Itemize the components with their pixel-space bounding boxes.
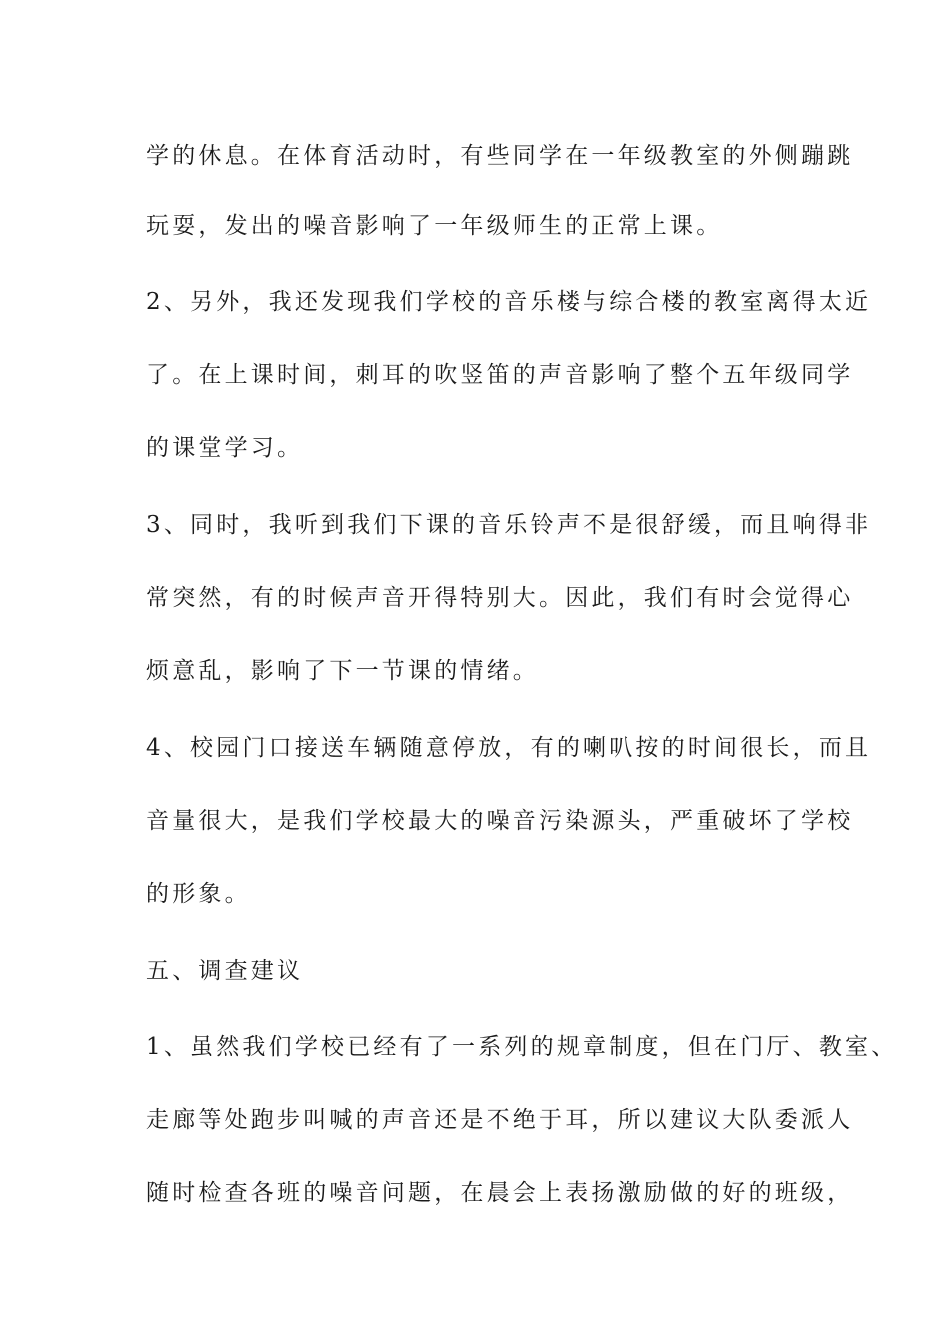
text-line: 的形象。 — [146, 881, 251, 907]
text-line: 烦意乱，影响了下一节课的情绪。 — [146, 658, 539, 684]
text-line: 随时检查各班的噪音问题，在晨会上表扬激励做的好的班级， — [146, 1180, 854, 1206]
text-line: 音量很大，是我们学校最大的噪音污染源头，严重破坏了学校 — [146, 808, 854, 834]
text-line: 1、虽然我们学校已经有了一系列的规章制度，但在门厅、教室、 — [146, 1034, 898, 1060]
text-line: 的课堂学习。 — [146, 435, 304, 461]
text-line: 4、校园门口接送车辆随意停放，有的喇叭按的时间很长，而且 — [146, 735, 872, 761]
text-line: 2、另外，我还发现我们学校的音乐楼与综合楼的教室离得太近 — [146, 289, 872, 315]
text-line: 学的休息。在体育活动时，有些同学在一年级教室的外侧蹦跳 — [146, 143, 854, 169]
text-line: 走廊等处跑步叫喊的声音还是不绝于耳，所以建议大队委派人 — [146, 1107, 854, 1133]
text-line: 了。在上课时间，刺耳的吹竖笛的声音影响了整个五年级同学 — [146, 362, 854, 388]
text-line: 玩耍，发出的噪音影响了一年级师生的正常上课。 — [146, 213, 723, 239]
text-line: 3、同时，我听到我们下课的音乐铃声不是很舒缓，而且响得非 — [146, 512, 872, 538]
text-line: 常突然，有的时候声音开得特别大。因此，我们有时会觉得心 — [146, 585, 854, 611]
section-heading: 五、调查建议 — [146, 958, 304, 984]
